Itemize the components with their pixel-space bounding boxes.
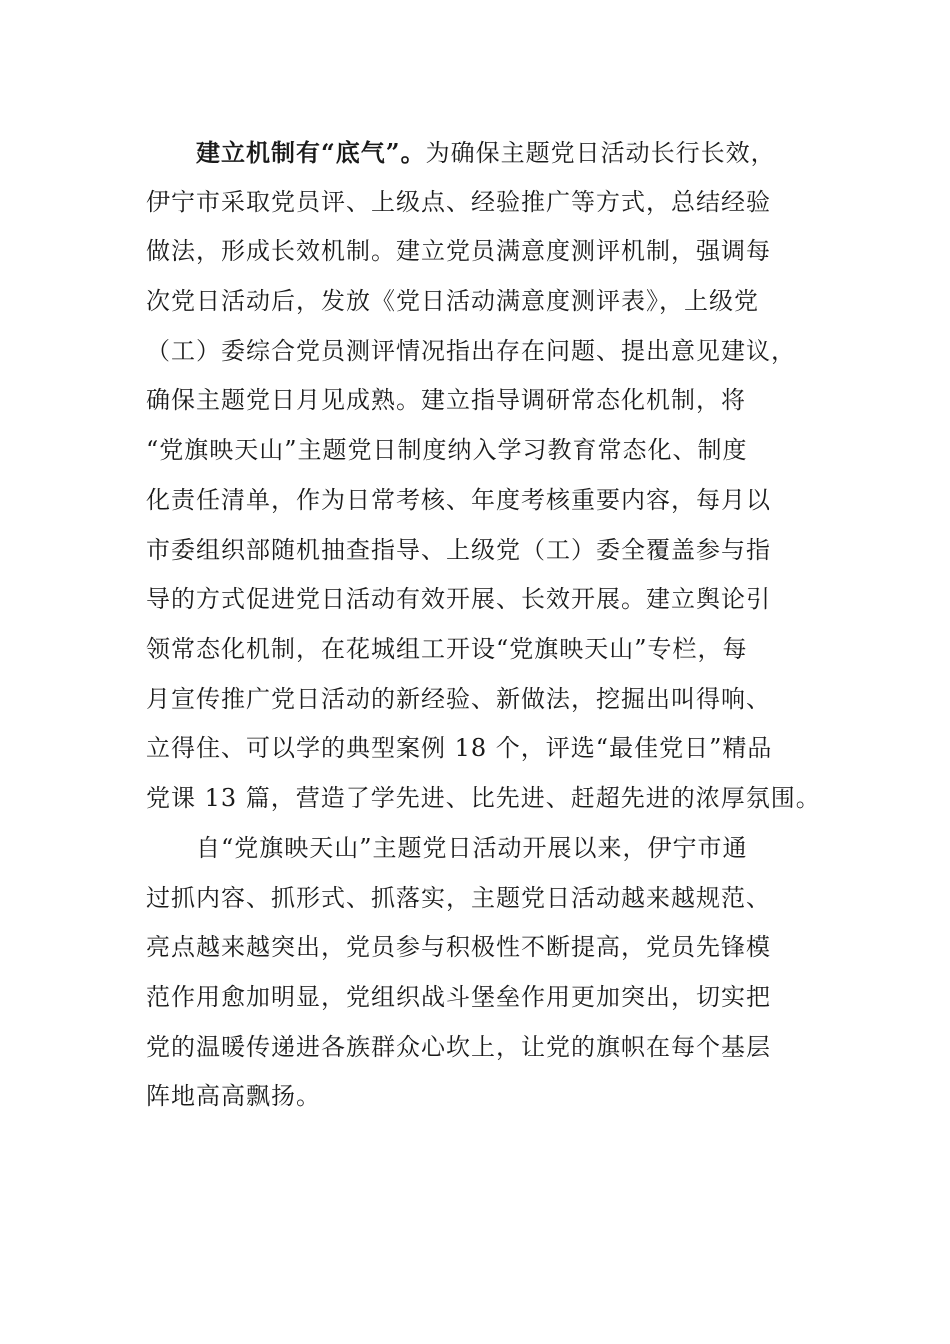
paragraph-line: 过抓内容、抓形式、抓落实，主题党日活动越来越规范、 bbox=[146, 883, 771, 912]
paragraph-line: （工）委综合党员测评情况指出存在问题、提出意见建议， bbox=[146, 336, 796, 365]
paragraph-line: 做法，形成长效机制。建立党员满意度测评机制，强调每 bbox=[146, 237, 771, 266]
paragraph-line: 党的温暖传递进各族群众心坎上，让党的旗帜在每个基层 bbox=[146, 1032, 771, 1061]
paragraph-line: 自“党旗映天山”主题党日活动开展以来，伊宁市通 bbox=[196, 834, 748, 862]
paragraph-text: 为确保主题党日活动长行长效， bbox=[425, 139, 776, 167]
paragraph-line: 确保主题党日月见成熟。建立指导调研常态化机制，将 bbox=[146, 386, 746, 415]
paragraph-line: 立得住、可以学的典型案例 18 个，评选“最佳党日”精品 bbox=[146, 734, 773, 763]
paragraph-line: 伊宁市采取党员评、上级点、经验推广等方式，总结经验 bbox=[146, 187, 771, 216]
paragraph-lead-heading: 建立机制有“底气”。 bbox=[196, 138, 426, 167]
paragraph-line: 月宣传推广党日活动的新经验、新做法，挖掘出叫得响、 bbox=[146, 684, 771, 713]
paragraph-line: 范作用愈加明显，党组织战斗堡垒作用更加突出，切实把 bbox=[146, 983, 771, 1012]
paragraph-establish-mechanism bbox=[146, 128, 826, 824]
paragraph-line: “党旗映天山”主题党日制度纳入学习教育常态化、制度 bbox=[146, 436, 748, 465]
paragraph-line: 阵地高高飘扬。 bbox=[146, 1082, 321, 1111]
paragraph-line: 亮点越来越突出，党员参与积极性不断提高，党员先锋模 bbox=[146, 933, 771, 962]
paragraph-line: 领常态化机制，在花城组工开设“党旗映天山”专栏，每 bbox=[146, 634, 748, 663]
paragraph-conclusion bbox=[146, 824, 826, 1122]
paragraph-line: 导的方式促进党日活动有效开展、长效开展。建立舆论引 bbox=[146, 585, 771, 614]
paragraph-line: 次党日活动后，发放《党日活动满意度测评表》，上级党 bbox=[146, 287, 759, 316]
paragraph-line: 市委组织部随机抽查指导、上级党（工）委全覆盖参与指 bbox=[146, 535, 771, 564]
paragraph-line: 化责任清单，作为日常考核、年度考核重要内容，每月以 bbox=[146, 485, 771, 514]
paragraph-first-line bbox=[146, 128, 826, 178]
paragraph-line: 党课 13 篇，营造了学先进、比先进、赶超先进的浓厚氛围。 bbox=[146, 783, 821, 812]
